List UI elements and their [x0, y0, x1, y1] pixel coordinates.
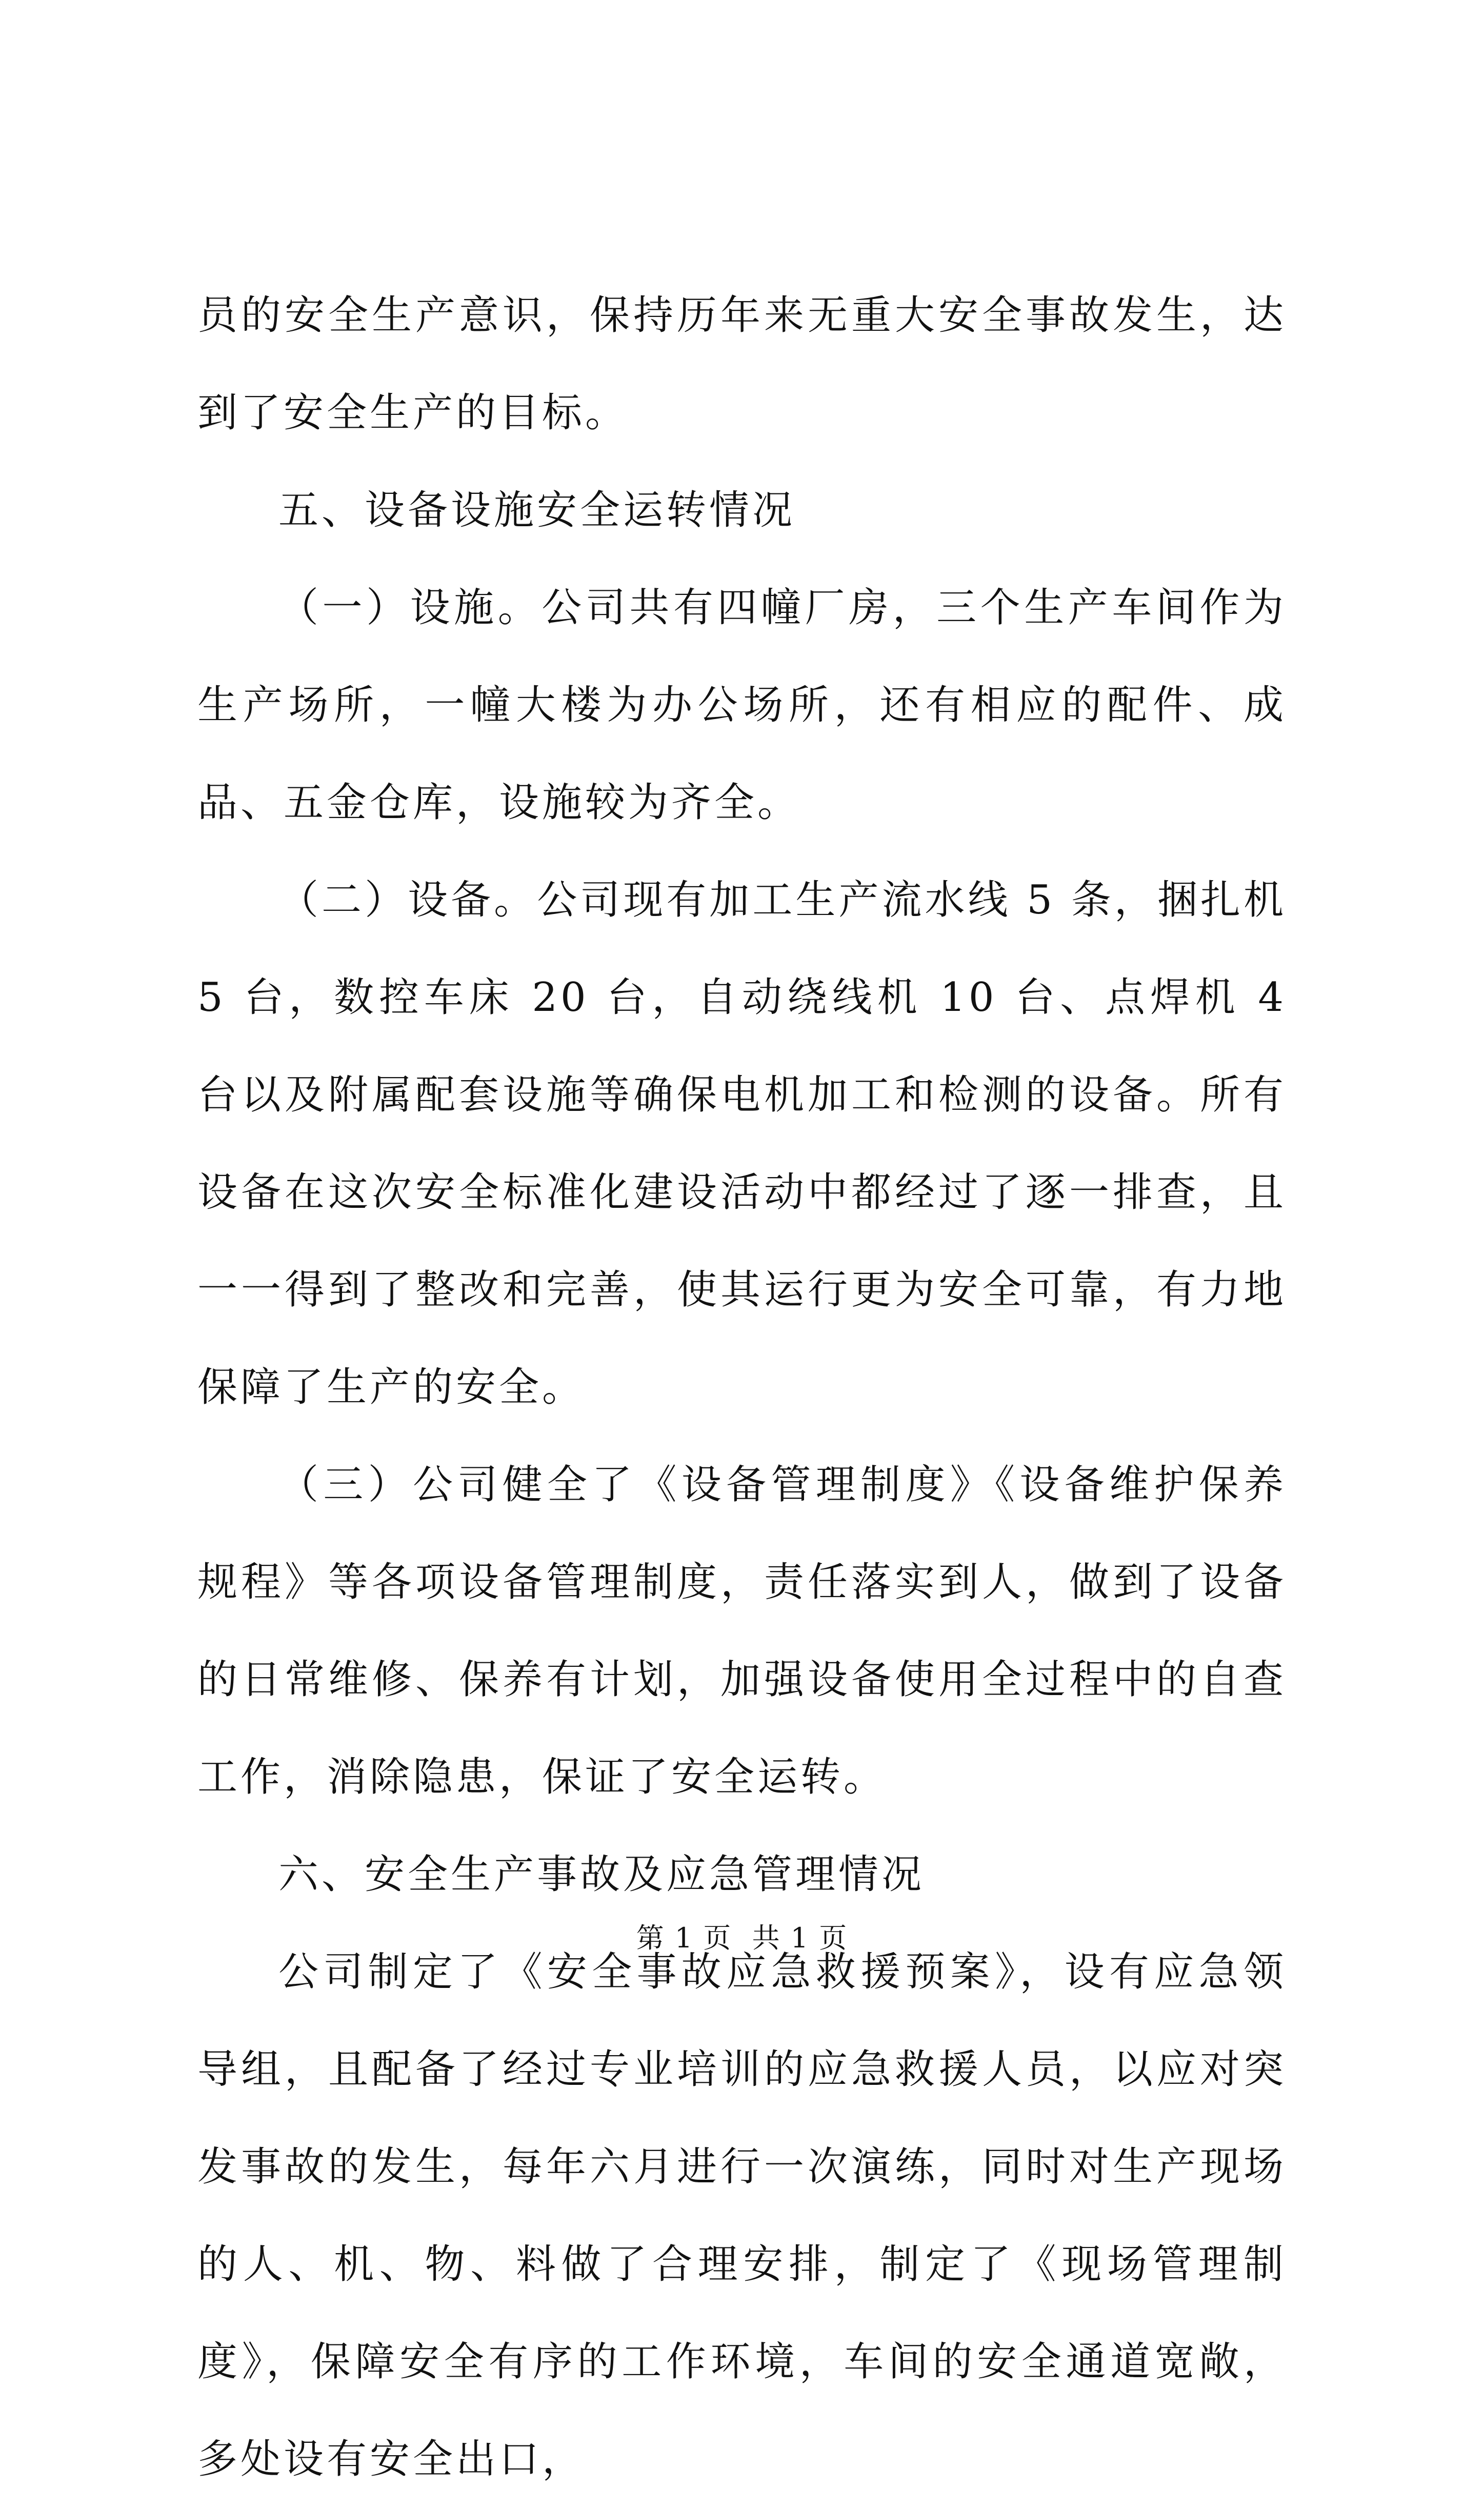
- paragraph-management-rules: （三）公司健全了《设备管理制度》《设备维护保养规程》等各项设备管理制度，责任落实到人，做到了设备的日常维修、保养有计划，加强设备使用全过程中的自查工作，消除隐患，保证了安全运转。: [197, 1462, 1287, 1800]
- paragraph-facilities: （一）设施。公司共有四幢厂房，三个生产车间作为生产场所，一幢大楼为办公场所，还有相应的配件、成品、五金仓库，设施较为齐全。: [197, 585, 1287, 826]
- document-body: [197, 267, 1287, 2508]
- page-number: 第 1 页: [636, 1922, 732, 1954]
- page-footer: [0, 1920, 1484, 1956]
- section-heading-emergency-management: 六、安全生产事故及应急管理情况: [278, 1852, 925, 1898]
- paragraph-equipment: （二）设备。公司现有加工生产流水线 5 条，捆扎机 5 台，数控车床 20 台，自动绕线机 10 台、点焊机 4 台以及附属配套设施等确保电机加工和检测的设备。所有设备在这次安全标准化建设活动中都经过了逐一排查，且一一得到了整改和完善，使其运行更为安全可靠，有力地保障了生产的安全。: [197, 877, 1287, 1410]
- page-total: 共 1 页: [752, 1922, 848, 1954]
- paragraph-safety-awareness: 员的安全生产意识，保持历年来无重大安全事故发生，达到了安全生产的目标。: [197, 292, 1287, 436]
- paragraph-emergency-plan: 公司制定了《安全事故应急救援预案》，设有应急领导组，且配备了经过专业培训的应急救援人员，以应对突发事故的发生，每年六月进行一次演练，同时对生产现场的人、机、物、料做了合理安排，制定了《现场管理制度》，保障安全有序的工作环境，车间的安全通道宽敞，多处设有安全出口，: [197, 1949, 1287, 2482]
- section-heading-equipment-operation: 五、设备设施安全运转情况: [278, 487, 796, 533]
